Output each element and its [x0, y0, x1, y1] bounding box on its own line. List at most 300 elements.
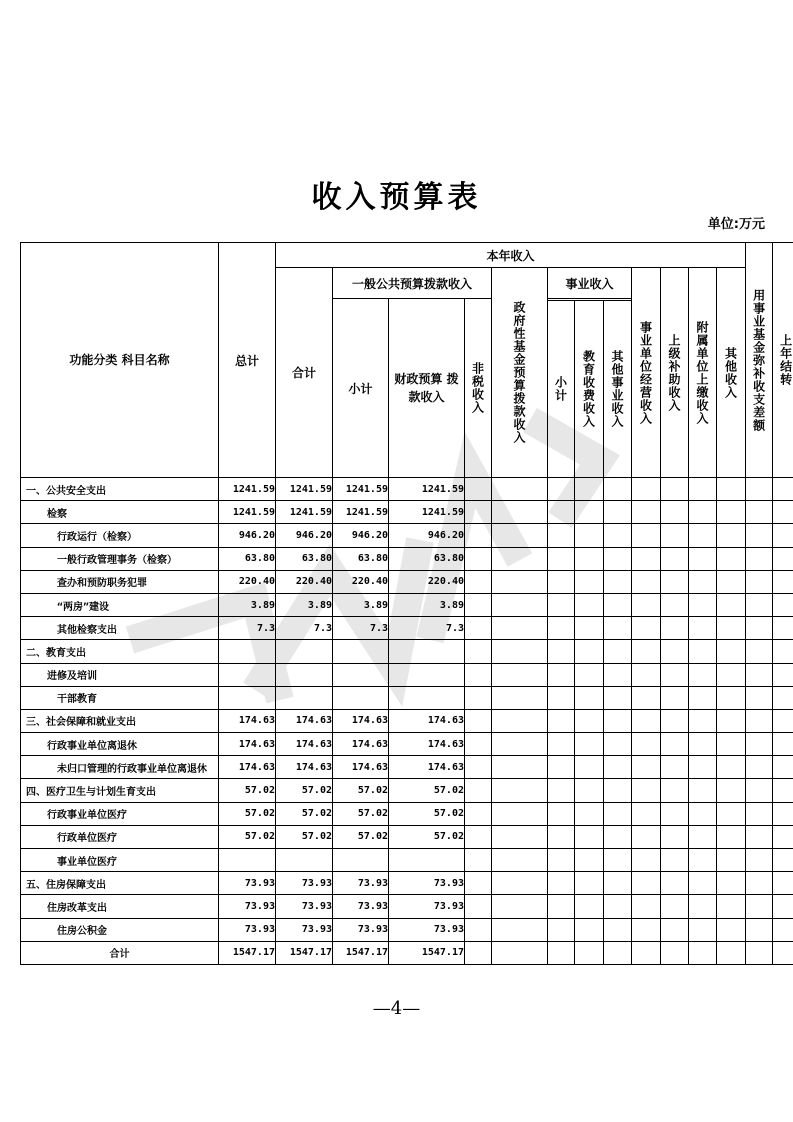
cell-total: 7.3	[219, 617, 276, 640]
empty-cell	[661, 501, 689, 524]
cell-sum: 57.02	[276, 802, 333, 825]
empty-cell	[465, 825, 492, 848]
empty-cell	[773, 640, 793, 663]
cell-gp-fiscal	[389, 640, 465, 663]
empty-cell	[689, 663, 717, 686]
empty-cell	[717, 849, 746, 872]
table-row	[21, 895, 793, 918]
unit-label: 单位:万元	[707, 217, 765, 232]
empty-cell	[492, 593, 548, 616]
empty-cell	[492, 733, 548, 756]
cell-total: 57.02	[219, 802, 276, 825]
cell-gp-sub: 73.93	[333, 872, 389, 895]
empty-cell	[746, 570, 773, 593]
empty-cell	[746, 593, 773, 616]
empty-cell	[717, 872, 746, 895]
header-inst-subtotal: 小计	[548, 301, 575, 478]
empty-cell	[661, 478, 689, 501]
empty-cell	[689, 478, 717, 501]
empty-cell	[548, 941, 575, 964]
empty-cell	[492, 802, 548, 825]
empty-cell	[689, 733, 717, 756]
empty-cell	[548, 849, 575, 872]
cell-gp-fiscal: 73.93	[389, 872, 465, 895]
row-name: 五、住房保障支出	[21, 872, 219, 895]
empty-cell	[492, 617, 548, 640]
cell-gp-sub	[333, 640, 389, 663]
empty-cell	[717, 593, 746, 616]
empty-cell	[717, 709, 746, 732]
empty-cell	[604, 709, 632, 732]
cell-total	[219, 686, 276, 709]
empty-cell	[465, 617, 492, 640]
empty-cell	[773, 617, 793, 640]
cell-total: 73.93	[219, 918, 276, 941]
cell-gp-sub: 57.02	[333, 825, 389, 848]
empty-cell	[575, 709, 604, 732]
cell-gp-fiscal: 3.89	[389, 593, 465, 616]
empty-cell	[575, 779, 604, 802]
cell-sum: 220.40	[276, 570, 333, 593]
empty-cell	[632, 570, 661, 593]
empty-cell	[632, 733, 661, 756]
cell-sum	[276, 640, 333, 663]
cell-gp-fiscal	[389, 663, 465, 686]
empty-cell	[689, 501, 717, 524]
empty-cell	[575, 941, 604, 964]
empty-cell	[773, 478, 793, 501]
row-name: 其他检察支出	[21, 617, 219, 640]
empty-cell	[465, 802, 492, 825]
header-affiliate: 附属单位上缴收入	[689, 268, 717, 478]
empty-cell	[548, 501, 575, 524]
table-row	[21, 547, 793, 570]
empty-cell	[717, 779, 746, 802]
empty-cell	[746, 825, 773, 848]
table-row	[21, 617, 793, 640]
cell-total: 1547.17	[219, 941, 276, 964]
header-other-income: 其他收入	[717, 268, 746, 478]
empty-cell	[575, 825, 604, 848]
empty-cell	[717, 570, 746, 593]
header-gp-nontax: 非税收入	[465, 299, 492, 478]
empty-cell	[548, 895, 575, 918]
cell-gp-sub: 63.80	[333, 547, 389, 570]
cell-sum: 7.3	[276, 617, 333, 640]
empty-cell	[689, 593, 717, 616]
empty-cell	[773, 756, 793, 779]
empty-cell	[746, 547, 773, 570]
row-name: 行政事业单位医疗	[21, 802, 219, 825]
cell-gp-sub: 174.63	[333, 709, 389, 732]
cell-gp-sub: 946.20	[333, 524, 389, 547]
empty-cell	[465, 663, 492, 686]
empty-cell	[575, 663, 604, 686]
empty-cell	[746, 941, 773, 964]
cell-gp-fiscal: 946.20	[389, 524, 465, 547]
header-total: 总计	[219, 243, 276, 478]
empty-cell	[632, 895, 661, 918]
row-name: 一般行政管理事务（检察）	[21, 547, 219, 570]
empty-cell	[548, 779, 575, 802]
empty-cell	[575, 617, 604, 640]
empty-cell	[604, 478, 632, 501]
empty-cell	[492, 849, 548, 872]
empty-cell	[604, 849, 632, 872]
table-row	[21, 478, 793, 501]
empty-cell	[465, 593, 492, 616]
empty-cell	[717, 686, 746, 709]
row-name: 住房改革支出	[21, 895, 219, 918]
empty-cell	[465, 547, 492, 570]
empty-cell	[689, 547, 717, 570]
empty-cell	[492, 756, 548, 779]
empty-cell	[492, 501, 548, 524]
empty-cell	[717, 825, 746, 848]
row-name: 检察	[21, 501, 219, 524]
empty-cell	[689, 849, 717, 872]
empty-cell	[492, 686, 548, 709]
header-operating: 事业单位经营收入	[632, 268, 661, 478]
empty-cell	[492, 570, 548, 593]
empty-cell	[632, 501, 661, 524]
empty-cell	[746, 709, 773, 732]
empty-cell	[604, 941, 632, 964]
empty-cell	[661, 779, 689, 802]
empty-cell	[717, 895, 746, 918]
empty-cell	[548, 709, 575, 732]
empty-cell	[632, 663, 661, 686]
empty-cell	[717, 547, 746, 570]
cell-gp-sub: 1547.17	[333, 941, 389, 964]
empty-cell	[661, 733, 689, 756]
cell-sum: 63.80	[276, 547, 333, 570]
row-name: 行政事业单位离退休	[21, 733, 219, 756]
empty-cell	[465, 686, 492, 709]
empty-cell	[661, 941, 689, 964]
cell-total: 73.93	[219, 895, 276, 918]
cell-sum: 57.02	[276, 825, 333, 848]
cell-gp-sub	[333, 849, 389, 872]
empty-cell	[492, 709, 548, 732]
empty-cell	[689, 756, 717, 779]
cell-sum: 73.93	[276, 895, 333, 918]
empty-cell	[575, 570, 604, 593]
empty-cell	[661, 663, 689, 686]
cell-gp-fiscal: 57.02	[389, 779, 465, 802]
row-name: 行政运行（检察）	[21, 524, 219, 547]
empty-cell	[465, 872, 492, 895]
cell-gp-sub: 3.89	[333, 593, 389, 616]
empty-cell	[548, 547, 575, 570]
cell-gp-fiscal: 73.93	[389, 895, 465, 918]
empty-cell	[604, 918, 632, 941]
cell-gp-sub	[333, 686, 389, 709]
row-name: 一、公共安全支出	[21, 478, 219, 501]
cell-total: 174.63	[219, 709, 276, 732]
page-title: 收入预算表	[311, 180, 482, 215]
empty-cell	[492, 524, 548, 547]
cell-gp-fiscal: 174.63	[389, 756, 465, 779]
empty-cell	[632, 825, 661, 848]
cell-sum: 174.63	[276, 709, 333, 732]
empty-cell	[773, 941, 793, 964]
empty-cell	[746, 756, 773, 779]
empty-cell	[575, 872, 604, 895]
empty-cell	[548, 593, 575, 616]
cell-gp-fiscal: 63.80	[389, 547, 465, 570]
empty-cell	[661, 570, 689, 593]
empty-cell	[632, 918, 661, 941]
empty-cell	[632, 802, 661, 825]
empty-cell	[773, 849, 793, 872]
empty-cell	[604, 802, 632, 825]
cell-total	[219, 640, 276, 663]
header-institution: 事业收入	[548, 268, 632, 299]
header-current-year: 本年收入	[276, 243, 746, 268]
empty-cell	[661, 547, 689, 570]
empty-cell	[492, 918, 548, 941]
cell-total: 3.89	[219, 593, 276, 616]
empty-cell	[746, 895, 773, 918]
table-row	[21, 802, 793, 825]
header-fund-offset: 用事业基金弥补收支差额	[746, 243, 773, 478]
empty-cell	[746, 918, 773, 941]
cell-sum: 174.63	[276, 733, 333, 756]
empty-cell	[689, 570, 717, 593]
header-inst-edu-fee: 教育收费收入	[575, 301, 604, 478]
empty-cell	[492, 663, 548, 686]
empty-cell	[773, 779, 793, 802]
cell-gp-fiscal: 174.63	[389, 733, 465, 756]
empty-cell	[632, 756, 661, 779]
empty-cell	[632, 872, 661, 895]
cell-total: 1241.59	[219, 501, 276, 524]
empty-cell	[661, 895, 689, 918]
empty-cell	[604, 547, 632, 570]
empty-cell	[689, 524, 717, 547]
empty-cell	[575, 478, 604, 501]
empty-cell	[492, 779, 548, 802]
cell-gp-fiscal: 220.40	[389, 570, 465, 593]
empty-cell	[575, 802, 604, 825]
empty-cell	[717, 733, 746, 756]
table-row	[21, 663, 793, 686]
table-row	[21, 570, 793, 593]
header-gp-fiscal: 财政预算 拨款收入	[389, 299, 465, 478]
cell-gp-sub: 57.02	[333, 779, 389, 802]
empty-cell	[773, 501, 793, 524]
cell-gp-fiscal: 57.02	[389, 825, 465, 848]
empty-cell	[661, 709, 689, 732]
empty-cell	[604, 686, 632, 709]
empty-cell	[492, 941, 548, 964]
empty-cell	[548, 640, 575, 663]
table-row	[21, 593, 793, 616]
header-carryover: 上年结转	[773, 243, 793, 478]
empty-cell	[632, 709, 661, 732]
empty-cell	[661, 686, 689, 709]
empty-cell	[575, 849, 604, 872]
table-row	[21, 779, 793, 802]
empty-cell	[661, 593, 689, 616]
empty-cell	[689, 709, 717, 732]
empty-cell	[746, 733, 773, 756]
empty-cell	[661, 756, 689, 779]
empty-cell	[746, 872, 773, 895]
empty-cell	[661, 872, 689, 895]
empty-cell	[746, 524, 773, 547]
cell-total: 1241.59	[219, 478, 276, 501]
empty-cell	[604, 617, 632, 640]
empty-cell	[465, 733, 492, 756]
empty-cell	[632, 478, 661, 501]
cell-gp-fiscal: 57.02	[389, 802, 465, 825]
empty-cell	[746, 779, 773, 802]
empty-cell	[717, 918, 746, 941]
cell-sum: 946.20	[276, 524, 333, 547]
cell-total: 174.63	[219, 733, 276, 756]
empty-cell	[604, 663, 632, 686]
empty-cell	[604, 733, 632, 756]
row-name: 进修及培训	[21, 663, 219, 686]
empty-cell	[548, 524, 575, 547]
empty-cell	[632, 593, 661, 616]
header-superior-subsidy: 上级补助收入	[661, 268, 689, 478]
cell-gp-sub: 174.63	[333, 756, 389, 779]
cell-gp-fiscal: 1241.59	[389, 501, 465, 524]
empty-cell	[604, 872, 632, 895]
empty-cell	[604, 895, 632, 918]
empty-cell	[465, 941, 492, 964]
empty-cell	[717, 617, 746, 640]
empty-cell	[575, 686, 604, 709]
cell-sum: 1547.17	[276, 941, 333, 964]
empty-cell	[604, 779, 632, 802]
header-inst-other: 其他事业收入	[604, 301, 632, 478]
empty-cell	[661, 617, 689, 640]
empty-cell	[632, 686, 661, 709]
empty-cell	[465, 918, 492, 941]
empty-cell	[465, 570, 492, 593]
empty-cell	[575, 918, 604, 941]
empty-cell	[773, 570, 793, 593]
empty-cell	[604, 593, 632, 616]
empty-cell	[548, 478, 575, 501]
empty-cell	[465, 756, 492, 779]
empty-cell	[604, 524, 632, 547]
empty-cell	[689, 825, 717, 848]
empty-cell	[689, 895, 717, 918]
row-name: 干部教育	[21, 686, 219, 709]
empty-cell	[661, 802, 689, 825]
header-general-public: 一般公共预算拨款收入	[333, 268, 492, 299]
empty-cell	[632, 941, 661, 964]
cell-gp-fiscal	[389, 686, 465, 709]
empty-cell	[548, 570, 575, 593]
empty-cell	[548, 733, 575, 756]
empty-cell	[632, 849, 661, 872]
empty-cell	[773, 593, 793, 616]
empty-cell	[689, 872, 717, 895]
empty-cell	[689, 802, 717, 825]
empty-cell	[465, 849, 492, 872]
empty-cell	[575, 640, 604, 663]
cell-sum: 1241.59	[276, 478, 333, 501]
row-name: 行政单位医疗	[21, 825, 219, 848]
empty-cell	[548, 918, 575, 941]
empty-cell	[575, 593, 604, 616]
table-row	[21, 686, 793, 709]
empty-cell	[465, 501, 492, 524]
empty-cell	[548, 663, 575, 686]
empty-cell	[661, 825, 689, 848]
cell-gp-sub: 174.63	[333, 733, 389, 756]
empty-cell	[632, 524, 661, 547]
empty-cell	[689, 918, 717, 941]
cell-gp-sub: 73.93	[333, 918, 389, 941]
header-subtotal-all: 合计	[276, 268, 333, 478]
table-body	[21, 478, 793, 965]
cell-total	[219, 849, 276, 872]
cell-sum: 73.93	[276, 918, 333, 941]
row-name: 事业单位医疗	[21, 849, 219, 872]
table-row	[21, 640, 793, 663]
cell-gp-sub	[333, 663, 389, 686]
empty-cell	[773, 686, 793, 709]
cell-gp-fiscal: 7.3	[389, 617, 465, 640]
empty-cell	[773, 709, 793, 732]
row-name: 二、教育支出	[21, 640, 219, 663]
cell-gp-fiscal: 174.63	[389, 709, 465, 732]
empty-cell	[773, 733, 793, 756]
empty-cell	[604, 501, 632, 524]
empty-cell	[492, 547, 548, 570]
empty-cell	[548, 825, 575, 848]
empty-cell	[575, 895, 604, 918]
cell-total: 57.02	[219, 825, 276, 848]
row-name: 合计	[21, 941, 219, 964]
table-row	[21, 872, 793, 895]
empty-cell	[604, 570, 632, 593]
empty-cell	[717, 756, 746, 779]
empty-cell	[717, 501, 746, 524]
empty-cell	[465, 709, 492, 732]
cell-gp-sub: 1241.59	[333, 478, 389, 501]
empty-cell	[689, 941, 717, 964]
table-row	[21, 733, 793, 756]
cell-gp-fiscal: 1547.17	[389, 941, 465, 964]
empty-cell	[746, 640, 773, 663]
empty-cell	[717, 640, 746, 663]
empty-cell	[717, 802, 746, 825]
cell-gp-fiscal	[389, 849, 465, 872]
empty-cell	[575, 733, 604, 756]
empty-cell	[632, 640, 661, 663]
empty-cell	[661, 918, 689, 941]
empty-cell	[773, 918, 793, 941]
empty-cell	[465, 524, 492, 547]
cell-sum	[276, 849, 333, 872]
revenue-budget-table	[20, 242, 793, 965]
header-name: 功能分类 科目名称	[21, 243, 219, 478]
empty-cell	[717, 524, 746, 547]
empty-cell	[575, 501, 604, 524]
empty-cell	[604, 640, 632, 663]
empty-cell	[548, 686, 575, 709]
empty-cell	[548, 802, 575, 825]
table-row	[21, 524, 793, 547]
